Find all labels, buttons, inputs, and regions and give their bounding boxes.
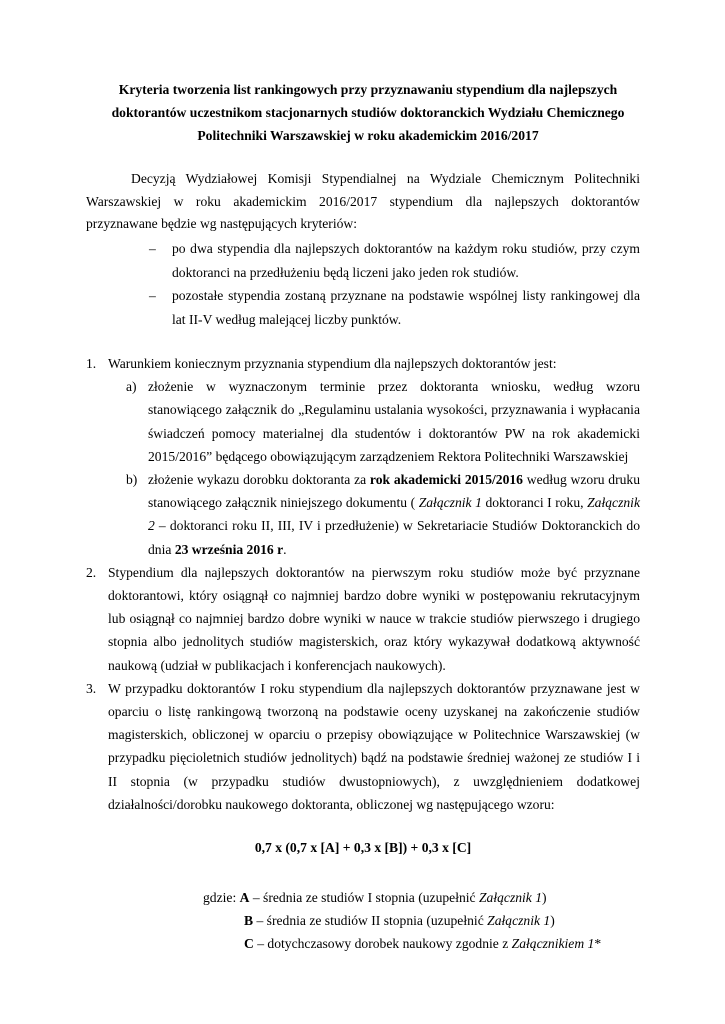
sub-item-text xyxy=(148,472,640,557)
criteria-dash-list xyxy=(86,237,640,331)
legend-text: – dotychczasowy dorobek naukowy zgodnie z xyxy=(253,936,512,951)
text-run: według wzoru druku stanowiącego załącznik niniejszego dokumentu ( xyxy=(148,472,640,511)
academic-year-bold: rok akademicki 2015/2016 xyxy=(369,472,523,488)
attachment-1-ref: Załącznik 1 xyxy=(418,495,482,511)
document-title xyxy=(98,78,638,147)
dash-list-item xyxy=(86,284,640,331)
legend-attachment-ref: Załącznikiem 1 xyxy=(511,936,595,951)
dash-item-text: pozostałe stypendia zostaną przyznane na podstawie wspólnej listy rankingowej dla lat II-V według malejącej liczby punktów. xyxy=(172,288,640,327)
numbered-item-2 xyxy=(86,561,640,677)
legend-attachment-ref: Załącznik 1 xyxy=(478,890,543,905)
legend-row-b xyxy=(203,909,601,932)
legend-text: ) xyxy=(550,913,555,928)
legend-attachment-ref: Załącznik 1 xyxy=(487,913,551,928)
text-run: . xyxy=(283,541,287,557)
legend-key-a: A xyxy=(239,890,250,905)
dash-item-text: po dwa stypendia dla najlepszych doktorantów na każdym roku studiów, przy czym doktoranci na przedłużeniu będą liczeni jako jeden rok studiów. xyxy=(172,241,640,280)
item-number: 2. xyxy=(86,564,97,580)
ranking-formula: 0,7 x (0,7 x [A] + 0,3 x [B]) + 0,3 x [C] xyxy=(254,840,472,855)
dash-bullet: – xyxy=(149,288,156,303)
legend-text: ) xyxy=(542,890,547,905)
item-text: W przypadku doktorantów I roku stypendium dla najlepszych doktorantów przyznawane jest w oparciu o listę rankingową tworzoną na podstawie oceny uzyskanej na zakończenie studiów magisterskich, obliczonej w oparciu o przepisy obowiązujące w Politechnice Warszawskiej (w przypadku pięcioletnich studiów jednolitych) bądź na podstawie średniej ważonej ze studiów I i II stopnia (w przypadku studiów dwustopniowych), z uwzględnieniem dodatkowej działalności/dorobku naukowego doktoranta, obliczonej wg następującego wzoru: xyxy=(108,680,640,812)
attachment-2-ref: Załącznik 2 xyxy=(148,495,640,534)
sub-item-letter: a) xyxy=(126,379,137,395)
text-run: – doktoranci roku II, III, IV i przedłużenie) w Sekretariacie Studiów Doktoranckich do dnia xyxy=(148,518,640,557)
item-number: 3. xyxy=(86,680,97,696)
item-number: 1. xyxy=(86,356,97,371)
numbered-item-1-subitems xyxy=(86,375,640,561)
legend-row-a xyxy=(203,886,601,909)
legend-text: – średnia ze studiów II stopnia (uzupełnić xyxy=(253,913,488,928)
legend-row-c xyxy=(203,932,601,955)
sub-item-a xyxy=(86,375,640,468)
formula-legend xyxy=(203,886,601,955)
title-line-3: Politechniki Warszawskiej w roku akademickim 2016/2017 xyxy=(197,128,539,143)
intro-paragraph xyxy=(86,168,640,236)
text-run: złożenie wykazu dorobku doktoranta za xyxy=(148,472,370,488)
numbered-item-3 xyxy=(86,677,640,816)
sub-item-letter: b) xyxy=(126,472,138,488)
legend-key-c: C xyxy=(244,936,254,951)
dash-bullet: – xyxy=(149,241,156,256)
legend-text: – średnia ze studiów I stopnia (uzupełnić xyxy=(249,890,479,905)
legend-text: * xyxy=(594,936,602,951)
legend-key-b: B xyxy=(244,913,254,928)
title-line-1: Kryteria tworzenia list rankingowych przy przyznawaniu stypendium dla najlepszych xyxy=(118,82,618,97)
text-run: doktoranci I roku, xyxy=(481,495,588,511)
dash-list-item xyxy=(86,237,640,284)
intro-text: Decyzją Wydziałowej Komisji Stypendialnej na Wydziale Chemicznym Politechniki Warszawskiej w roku akademickim 2016/2017 stypendium dla najlepszych doktorantów przyznawane będzie wg następujących kryteriów: xyxy=(86,171,640,231)
sub-item-b xyxy=(86,468,640,561)
legend-prefix: gdzie: xyxy=(203,890,240,905)
numbered-list xyxy=(86,352,640,816)
numbered-item-1 xyxy=(86,352,640,375)
item-text: Stypendium dla najlepszych doktorantów na pierwszym roku studiów może być przyznane doktorantowi, który osiągnął co najmniej bardzo dobre wyniki w postępowaniu rekrutacyjnym lub osiągnął co najmniej bardzo dobre wyniki w nauce w trakcie studiów pierwszego i drugiego stopnia albo jednolitych studiów magisterskich, oraz który wykazywał dodatkową aktywność naukową (udział w publikacjach i konferencjach naukowych). xyxy=(108,564,640,673)
deadline-date-bold: 23 września 2016 r xyxy=(174,541,284,557)
title-line-2: doktorantów uczestnikom stacjonarnych studiów doktoranckich Wydziału Chemicznego xyxy=(111,105,625,120)
sub-item-text: złożenie w wyznaczonym terminie przez doktoranta wniosku, według wzoru stanowiącego załącznik do „Regulaminu ustalania wysokości, przyznawania i wypłacania świadczeń pomocy materialnej dla studentów i doktorantów PW na rok akademicki 2015/2016” będącego obowiązującym zarządzeniem Rektora Politechniki Warszawskiej xyxy=(148,379,640,464)
item-text: Warunkiem koniecznym przyznania stypendium dla najlepszych doktorantów jest: xyxy=(108,356,557,371)
